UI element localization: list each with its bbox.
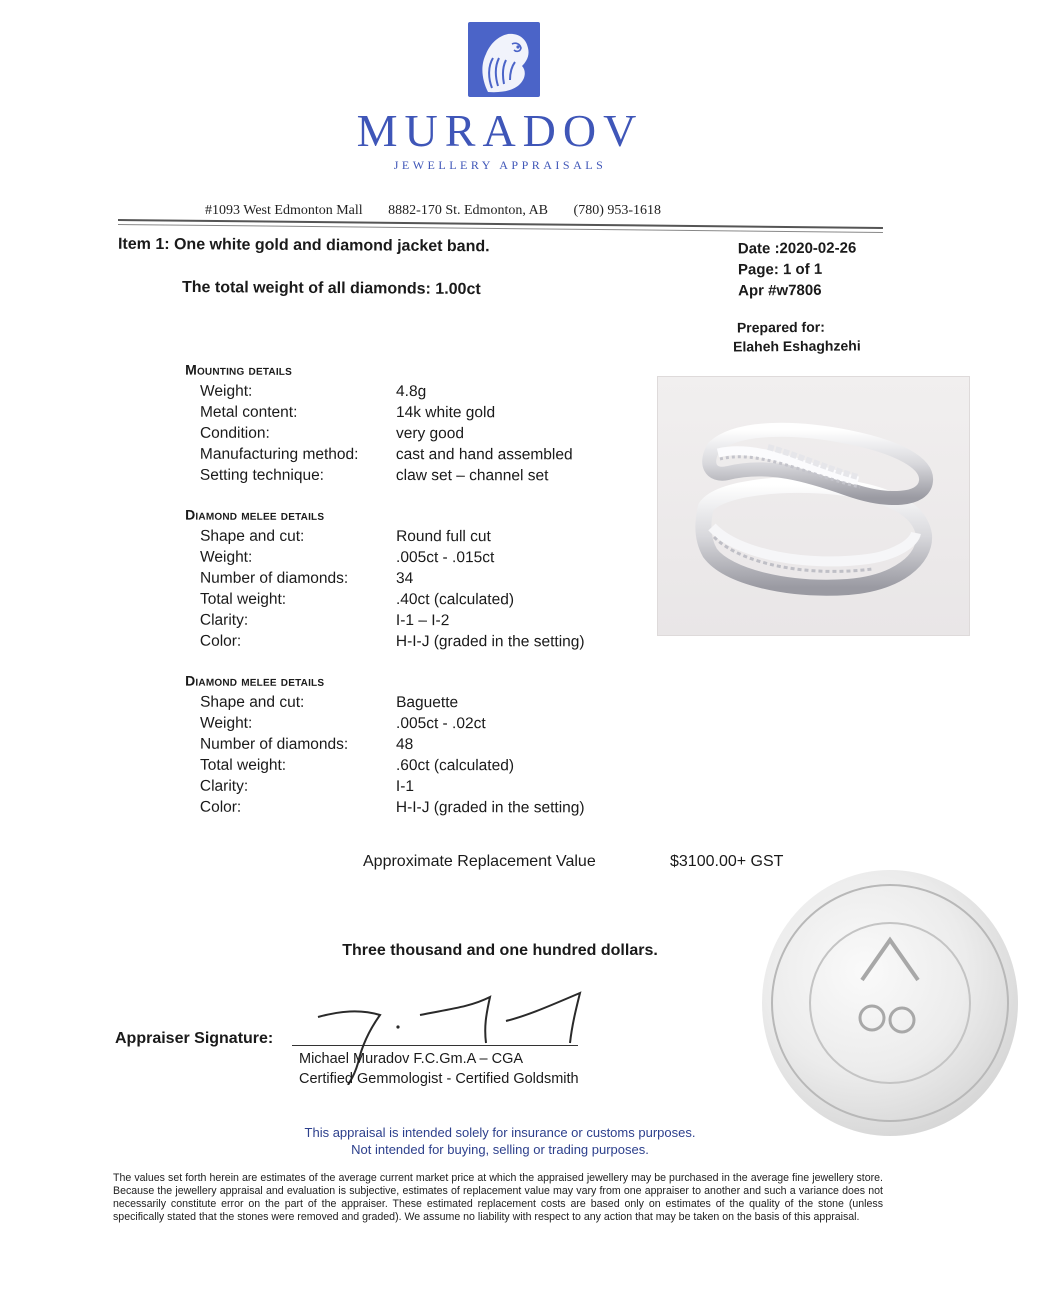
detail-row bbox=[185, 610, 585, 632]
address-store: #1093 West Edmonton Mall bbox=[205, 203, 363, 218]
section-heading: Diamond melee details bbox=[185, 672, 325, 689]
brand-subtitle: JEWELLERY APPRAISALS bbox=[393, 158, 607, 172]
detail-label: Number of diamonds: bbox=[199, 735, 349, 753]
detail-row bbox=[185, 444, 573, 466]
detail-row bbox=[185, 423, 573, 445]
page-number: Page: 1 of 1 bbox=[737, 260, 823, 279]
detail-row bbox=[185, 631, 585, 653]
disclaimer bbox=[0, 1124, 1000, 1158]
detail-label: Weight: bbox=[200, 714, 253, 732]
appraiser-name: Michael Muradov F.C.Gm.A – CGA bbox=[299, 1051, 524, 1067]
prepared-for bbox=[733, 317, 861, 356]
detail-value: .005ct - .02ct bbox=[396, 715, 486, 733]
replacement-value-amount: $3100.00+ GST bbox=[670, 853, 784, 870]
detail-value: Baguette bbox=[396, 694, 459, 712]
detail-label: Color: bbox=[199, 632, 242, 650]
section-heading: Mounting details bbox=[185, 361, 293, 378]
detail-value: 34 bbox=[395, 570, 414, 588]
mounting-details bbox=[185, 360, 573, 487]
detail-row bbox=[185, 755, 585, 777]
detail-value: I-1 – I-2 bbox=[395, 612, 450, 630]
detail-label: Total weight: bbox=[199, 590, 287, 608]
section-heading: Diamond melee details bbox=[185, 506, 325, 523]
detail-label: Total weight: bbox=[199, 756, 287, 774]
detail-label: Shape and cut: bbox=[200, 527, 305, 545]
detail-label: Weight: bbox=[200, 382, 253, 400]
detail-value: I-1 bbox=[395, 778, 415, 796]
value-in-words: Three thousand and one hundred dollars. bbox=[342, 942, 658, 959]
detail-row bbox=[185, 526, 585, 548]
disclaimer-line-2: Not intended for buying, selling or trading purposes. bbox=[351, 1142, 649, 1157]
item-title: Item 1: One white gold and diamond jacket band. bbox=[117, 235, 490, 256]
signature-label: Appraiser Signature: bbox=[115, 1030, 274, 1047]
detail-value: cast and hand assembled bbox=[395, 446, 573, 464]
detail-value: .60ct (calculated) bbox=[395, 757, 515, 775]
detail-label: Setting technique: bbox=[199, 466, 325, 484]
detail-label: Weight: bbox=[200, 548, 253, 566]
detail-row bbox=[185, 713, 585, 735]
detail-row bbox=[185, 547, 585, 569]
melee-round-details bbox=[185, 505, 585, 653]
prepared-for-label: Prepared for: bbox=[736, 318, 825, 336]
phone-number: (780) 953-1618 bbox=[573, 203, 662, 218]
detail-value: .005ct - .015ct bbox=[396, 549, 495, 567]
detail-label: Condition: bbox=[199, 424, 270, 442]
detail-row bbox=[185, 692, 585, 714]
detail-value: very good bbox=[395, 425, 465, 443]
appraisal-date: Date :2020-02-26 bbox=[737, 239, 857, 258]
detail-row bbox=[185, 402, 573, 424]
detail-value: 48 bbox=[395, 736, 414, 754]
detail-label: Number of diamonds: bbox=[199, 569, 349, 587]
address-street: 8882-170 St. Edmonton, AB bbox=[388, 203, 549, 218]
ring-photo bbox=[657, 376, 970, 636]
detail-row bbox=[185, 381, 573, 403]
fine-print: The values set forth herein are estimates of the average current market price at which the appraised jewellery may be purchased in the average fine jewellery store. Because the jewellery appraisal and evaluation is subjective, estimates of replacement value may vary from one appraiser to another and such a variance does not necessarily constitute error on the part of the appraiser. These estimated replacement costs are based only on estimates of the quality of the stone (unless specifically stated that the stones were removed and graded). We assume no liability with respect to any action that may be taken on the basis of this appraisal. bbox=[113, 1172, 883, 1223]
detail-row bbox=[185, 568, 585, 590]
brand-name: MURADOV bbox=[356, 105, 644, 156]
replacement-value-label: Approximate Replacement Value bbox=[363, 853, 596, 870]
detail-label: Clarity: bbox=[199, 611, 249, 629]
detail-label: Color: bbox=[199, 798, 242, 816]
detail-label: Clarity: bbox=[199, 777, 249, 795]
detail-label: Manufacturing method: bbox=[199, 445, 359, 463]
detail-value: .40ct (calculated) bbox=[395, 591, 515, 609]
appraiser-title: Certified Gemmologist - Certified Goldsmith bbox=[299, 1071, 579, 1087]
disclaimer-line-1: This appraisal is intended solely for insurance or customs purposes. bbox=[304, 1125, 696, 1140]
detail-value: 14k white gold bbox=[396, 404, 496, 422]
appraisal-meta bbox=[738, 238, 857, 302]
lion-logo-icon bbox=[468, 22, 540, 97]
detail-value: H-I-J (graded in the setting) bbox=[395, 799, 585, 817]
detail-label: Shape and cut: bbox=[200, 693, 305, 711]
detail-label: Metal content: bbox=[200, 403, 298, 421]
detail-value: Round full cut bbox=[396, 528, 491, 546]
detail-value: H-I-J (graded in the setting) bbox=[395, 633, 585, 651]
detail-row bbox=[185, 465, 573, 487]
detail-row bbox=[185, 734, 585, 756]
address-line bbox=[205, 203, 805, 219]
detail-value: claw set – channel set bbox=[395, 467, 549, 485]
appraisal-number: Apr #w7806 bbox=[738, 281, 822, 300]
detail-row bbox=[185, 589, 585, 611]
detail-value: 4.8g bbox=[396, 383, 427, 401]
prepared-for-name: Elaheh Eshaghzehi bbox=[733, 337, 861, 355]
total-weight: The total weight of all diamonds: 1.00ct bbox=[181, 278, 481, 299]
melee-baguette-details bbox=[185, 671, 585, 819]
detail-row bbox=[185, 776, 585, 798]
detail-row bbox=[185, 797, 585, 819]
embossed-seal-icon bbox=[762, 870, 1018, 1136]
appraiser-info bbox=[299, 1049, 579, 1089]
